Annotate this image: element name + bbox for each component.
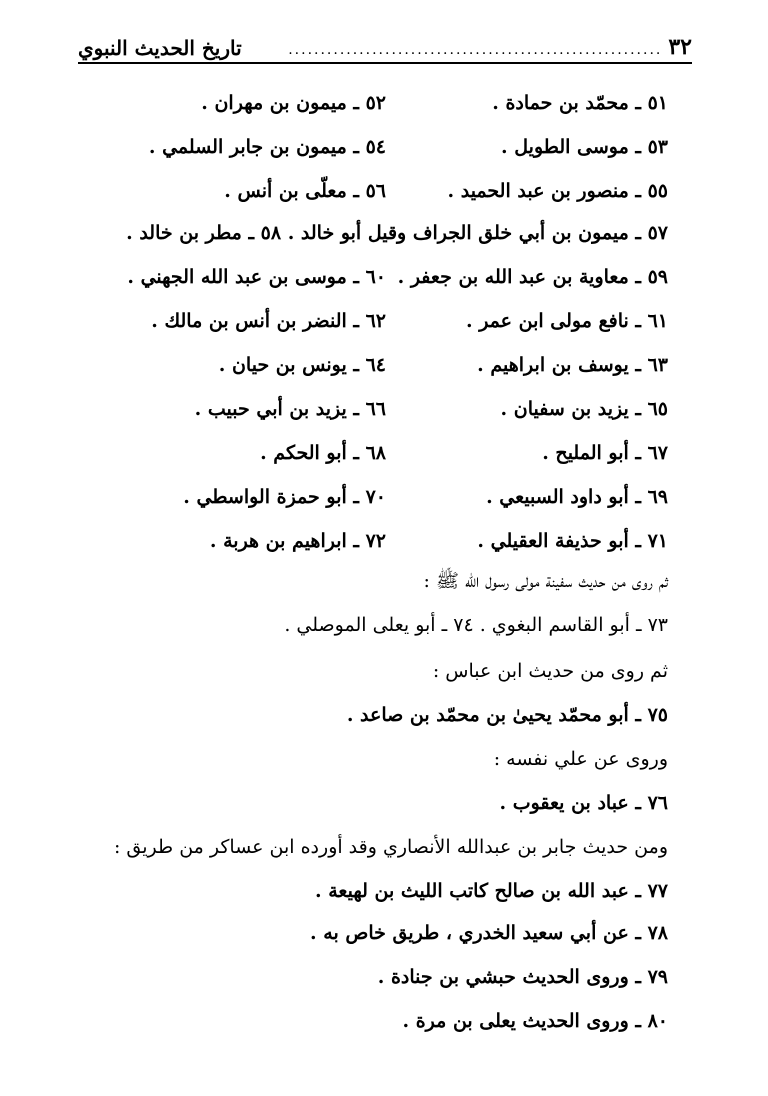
narrator-entry-line: ٧٩ ـ وروى الحديث حبشي بن جنادة .	[377, 966, 668, 988]
section-intro: وروى عن علي نفسه :	[493, 748, 668, 770]
narrator-entry-line: ٧٦ ـ عباد بن يعقوب .	[499, 792, 668, 814]
section-intro: ومن حديث جابر بن عبدالله الأنصاري وقد أورده ابن عساكر من طريق :	[113, 836, 668, 858]
section-intro: ثم روى من حديث سفينة مولى رسول الله ﷺ :	[423, 570, 668, 592]
narrator-entry-line: ٧٣ ـ أبو القاسم البغوي . ٧٤ ـ أبو يعلى الموصلي .	[284, 614, 668, 636]
narrator-entry: ٥١ ـ محمّد بن حمادة .	[492, 92, 668, 114]
page-number: ٣٢	[668, 34, 692, 60]
narrator-entry: ٦٨ ـ أبو الحكم .	[260, 442, 386, 464]
narrator-entry: ٥٢ ـ ميمون بن مهران .	[201, 92, 386, 114]
narrator-entry: ٦٤ ـ يونس بن حيان .	[218, 354, 386, 376]
narrator-row	[78, 180, 668, 206]
narrator-entry: ٦٦ ـ يزيد بن أبي حبيب .	[194, 398, 386, 420]
narrator-entry: ٥٥ ـ منصور بن عبد الحميد .	[447, 180, 668, 202]
narrator-row	[78, 530, 668, 556]
narrator-entry-line: ٧٥ ـ أبو محمّد يحيىٰ بن محمّد بن صاعد .	[346, 704, 668, 726]
narrator-entry-line: ٧٧ ـ عبد الله بن صالح كاتب الليث بن لهيعة .	[315, 880, 668, 902]
narrator-entry: ٦٠ ـ موسى بن عبد الله الجهني .	[127, 266, 386, 288]
narrator-row	[78, 266, 668, 292]
narrator-row	[78, 486, 668, 512]
narrator-entry: ٧١ ـ أبو حذيفة العقيلي .	[477, 530, 668, 552]
narrator-entry: ٦٧ ـ أبو المليح .	[542, 442, 668, 464]
narrator-entry: ٥٩ ـ معاوية بن عبد الله بن جعفر .	[397, 266, 668, 288]
header-leader-dots: ..........................................................	[288, 42, 663, 58]
narrator-entry: ٥٦ ـ معلّى بن أنس .	[224, 180, 386, 202]
narrator-row	[78, 398, 668, 424]
narrator-row	[78, 354, 668, 380]
book-title: تاريخ الحديث النبوي	[78, 36, 242, 60]
narrator-row	[78, 442, 668, 468]
narrator-entry: ٥٣ ـ موسى الطويل .	[501, 136, 668, 158]
narrator-row	[78, 310, 668, 336]
narrator-entry: ٦٢ ـ النضر بن أنس بن مالك .	[151, 310, 386, 332]
section-intro: ثم روى من حديث ابن عباس :	[432, 660, 668, 682]
narrator-entry: ٦١ ـ نافع مولى ابن عمر .	[465, 310, 668, 332]
narrator-entry-line: ٨٠ ـ وروى الحديث يعلى بن مرة .	[402, 1010, 668, 1032]
narrator-entry: ٦٩ ـ أبو داود السبيعي .	[486, 486, 668, 508]
narrator-entry: ٧٠ ـ أبو حمزة الواسطي .	[183, 486, 386, 508]
narrator-row	[78, 136, 668, 162]
narrator-entry: ٦٣ ـ يوسف بن ابراهيم .	[477, 354, 668, 376]
narrator-entry: ٧٢ ـ ابراهيم بن هربة .	[209, 530, 386, 552]
narrator-entry: ٦٥ ـ يزيد بن سفيان .	[500, 398, 668, 420]
narrator-entry-line: ٧٨ ـ عن أبي سعيد الخدري ، طريق خاص به .	[310, 922, 668, 944]
narrator-entry-line: ٥٧ ـ ميمون بن أبي خلق الجراف وقيل أبو خالد . ٥٨ ـ مطر بن خالد .	[126, 222, 668, 244]
narrator-entry: ٥٤ ـ ميمون بن جابر السلمي .	[148, 136, 386, 158]
running-header	[78, 26, 692, 64]
narrator-row	[78, 92, 668, 118]
